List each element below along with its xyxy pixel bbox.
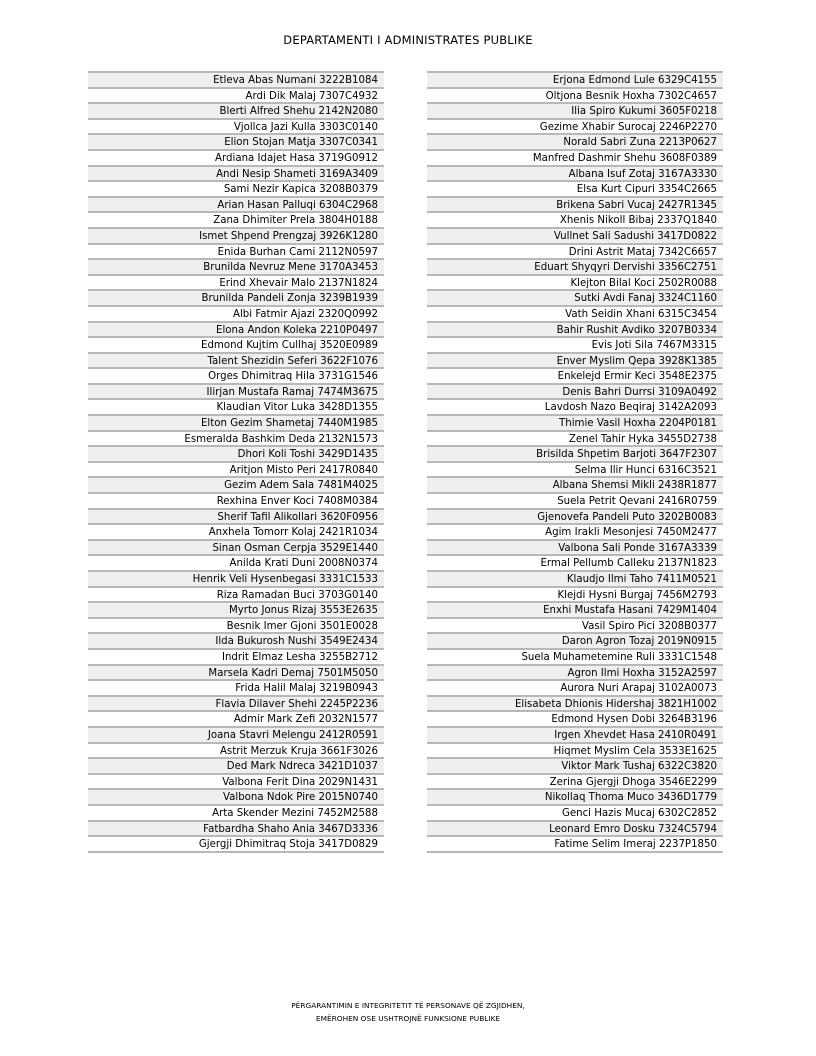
list-item: Fatime Selim Imeraj 2237P1850: [427, 837, 723, 853]
list-item: Erjona Edmond Lule 6329C4155: [427, 73, 723, 89]
list-item: Bahir Rushit Avdiko 3207B0334: [427, 323, 723, 339]
list-item: Evis Joti Sila 7467M3315: [427, 338, 723, 354]
list-item: Andi Nesip Shameti 3169A3409: [88, 167, 384, 183]
list-item: Erind Xhevair Malo 2137N1824: [88, 276, 384, 292]
footer-line-2: EMËROHEN OSE USHTROJNË FUNKSIONE PUBLIKE: [315, 1014, 501, 1023]
list-item: Marsela Kadri Demaj 7501M5050: [88, 666, 384, 682]
list-item: Ermal Pellumb Calleku 2137N1823: [427, 556, 723, 572]
list-item: Arian Hasan Palluqi 6304C2968: [88, 198, 384, 214]
list-item: Orges Dhimitraq Hila 3731G1546: [88, 369, 384, 385]
list-item: Edmond Hysen Dobi 3264B3196: [427, 712, 723, 728]
list-item: Aurora Nuri Arapaj 3102A0073: [427, 681, 723, 697]
list-item: Albana Isuf Zotaj 3167A3330: [427, 167, 723, 183]
list-item: Anilda Krati Duni 2008N0374: [88, 556, 384, 572]
list-item: Gjenovefa Pandeli Puto 3202B0083: [427, 510, 723, 526]
list-item: Denis Bahri Durrsi 3109A0492: [427, 385, 723, 401]
list-item: Genci Hazis Mucaj 6302C2852: [427, 806, 723, 822]
list-item: Nikollaq Thoma Muco 3436D1779: [427, 790, 723, 806]
list-item: Valbona Sali Ponde 3167A3339: [427, 541, 723, 557]
list-item: Selma Ilir Hunci 6316C3521: [427, 463, 723, 479]
list-item: Talent Shezidin Seferi 3622F1076: [88, 354, 384, 370]
list-item: Eduart Shyqyri Dervishi 3356C2751: [427, 260, 723, 276]
list-item: Hiqmet Myslim Cela 3533E1625: [427, 744, 723, 760]
list-item: Valbona Ndok Pire 2015N0740: [88, 790, 384, 806]
list-item: Indrit Elmaz Lesha 3255B2712: [88, 650, 384, 666]
list-item: Joana Stavri Melengu 2412R0591: [88, 728, 384, 744]
list-item: Ilda Bukurosh Nushi 3549E2434: [88, 634, 384, 650]
list-item: Zerina Gjergji Dhoga 3546E2299: [427, 775, 723, 791]
list-item: Dhori Koli Toshi 3429D1435: [88, 447, 384, 463]
list-item: Besnik Imer Gjoni 3501E0028: [88, 619, 384, 635]
list-item: Elsa Kurt Cipuri 3354C2665: [427, 182, 723, 198]
list-item: Irgen Xhevdet Hasa 2410R0491: [427, 728, 723, 744]
list-item: Henrik Veli Hysenbegasi 3331C1533: [88, 572, 384, 588]
list-item: Myrto Jonus Rizaj 3553E2635: [88, 603, 384, 619]
list-item: Zenel Tahir Hyka 3455D2738: [427, 432, 723, 448]
list-item: Klejdi Hysni Burgaj 7456M2793: [427, 588, 723, 604]
list-item: Ded Mark Ndreca 3421D1037: [88, 759, 384, 775]
list-item: Brikena Sabri Vucaj 2427R1345: [427, 198, 723, 214]
list-item: Enkelejd Ermir Keci 3548E2375: [427, 369, 723, 385]
list-item: Klaudian Vitor Luka 3428D1355: [88, 400, 384, 416]
list-item: Sutki Avdi Fanaj 3324C1160: [427, 291, 723, 307]
list-item: Zana Dhimiter Prela 3804H0188: [88, 213, 384, 229]
footer-line-1: PËRGARANTIMIN E INTEGRITETIT TË PERSONAVE QË ZGJIDHEN,: [291, 1001, 525, 1010]
right-name-column: [427, 71, 723, 853]
list-item: Flavia Dilaver Shehi 2245P2236: [88, 697, 384, 713]
list-item: Manfred Dashmir Shehu 3608F0389: [427, 151, 723, 167]
list-item: Brisilda Shpetim Barjoti 3647F2307: [427, 447, 723, 463]
list-item: Oltjona Besnik Hoxha 7302C4657: [427, 89, 723, 105]
list-item: Admir Mark Zefi 2032N1577: [88, 712, 384, 728]
list-item: Enxhi Mustafa Hasani 7429M1404: [427, 603, 723, 619]
list-item: Xhenis Nikoll Bibaj 2337Q1840: [427, 213, 723, 229]
list-item: Brunilda Pandeli Zonja 3239B1939: [88, 291, 384, 307]
page-footer: [0, 999, 816, 1025]
list-item: Klaudjo Ilmi Taho 7411M0521: [427, 572, 723, 588]
list-item: Frida Halil Malaj 3219B0943: [88, 681, 384, 697]
list-item: Daron Agron Tozaj 2019N0915: [427, 634, 723, 650]
list-item: Vullnet Sali Sadushi 3417D0822: [427, 229, 723, 245]
list-item: Elton Gezim Shametaj 7440M1985: [88, 416, 384, 432]
list-item: Sherif Tafil Alikollari 3620F0956: [88, 510, 384, 526]
list-item: Ismet Shpend Prengzaj 3926K1280: [88, 229, 384, 245]
list-item: Enida Burhan Cami 2112N0597: [88, 245, 384, 261]
list-item: Ilia Spiro Kukumi 3605F0218: [427, 104, 723, 120]
list-item: Suela Muhametemine Ruli 3331C1548: [427, 650, 723, 666]
list-item: Enver Myslim Qepa 3928K1385: [427, 354, 723, 370]
list-item: Valbona Ferit Dina 2029N1431: [88, 775, 384, 791]
list-item: Astrit Merzuk Kruja 3661F3026: [88, 744, 384, 760]
list-item: Fatbardha Shaho Ania 3467D3336: [88, 822, 384, 838]
list-item: Ilirjan Mustafa Ramaj 7474M3675: [88, 385, 384, 401]
list-item: Viktor Mark Tushaj 6322C3820: [427, 759, 723, 775]
list-item: Elion Stojan Matja 3307C0341: [88, 135, 384, 151]
list-item: Vjollca Jazi Kulla 3303C0140: [88, 120, 384, 136]
list-item: Suela Petrit Qevani 2416R0759: [427, 494, 723, 510]
list-item: Albana Shemsi Mikli 2438R1877: [427, 478, 723, 494]
list-item: Arta Skender Mezini 7452M2588: [88, 806, 384, 822]
list-item: Vasil Spiro Pici 3208B0377: [427, 619, 723, 635]
list-item: Brunilda Nevruz Mene 3170A3453: [88, 260, 384, 276]
list-item: Lavdosh Nazo Beqiraj 3142A2093: [427, 400, 723, 416]
page-title: DEPARTAMENTI I ADMINISTRATES PUBLIKE: [283, 33, 533, 47]
list-item: Elisabeta Dhionis Hidershaj 3821H1002: [427, 697, 723, 713]
left-name-column: [88, 71, 384, 853]
list-item: Sami Nezir Kapica 3208B0379: [88, 182, 384, 198]
list-item: Elona Andon Koleka 2210P0497: [88, 323, 384, 339]
list-item: Thimie Vasil Hoxha 2204P0181: [427, 416, 723, 432]
list-item: Riza Ramadan Buci 3703G0140: [88, 588, 384, 604]
list-item: Ardiana Idajet Hasa 3719G0912: [88, 151, 384, 167]
list-item: Gezime Xhabir Surocaj 2246P2270: [427, 120, 723, 136]
list-item: Edmond Kujtim Cullhaj 3520E0989: [88, 338, 384, 354]
list-item: Drini Astrit Mataj 7342C6657: [427, 245, 723, 261]
list-item: Aritjon Misto Peri 2417R0840: [88, 463, 384, 479]
list-item: Anxhela Tomorr Kolaj 2421R1034: [88, 525, 384, 541]
list-item: Agim Irakli Mesonjesi 7450M2477: [427, 525, 723, 541]
list-item: Albi Fatmir Ajazi 2320Q0992: [88, 307, 384, 323]
list-item: Gjergji Dhimitraq Stoja 3417D0829: [88, 837, 384, 853]
list-item: Vath Seidin Xhani 6315C3454: [427, 307, 723, 323]
list-item: Agron Ilmi Hoxha 3152A2597: [427, 666, 723, 682]
list-item: Esmeralda Bashkim Deda 2132N1573: [88, 432, 384, 448]
list-item: Rexhina Enver Koci 7408M0384: [88, 494, 384, 510]
list-item: Leonard Emro Dosku 7324C5794: [427, 822, 723, 838]
list-item: Norald Sabri Zuna 2213P0627: [427, 135, 723, 151]
list-item: Sinan Osman Cerpja 3529E1440: [88, 541, 384, 557]
list-item: Klejton Bilal Koci 2502R0088: [427, 276, 723, 292]
list-item: Etleva Abas Numani 3222B1084: [88, 73, 384, 89]
list-item: Gezim Adem Sala 7481M4025: [88, 478, 384, 494]
list-item: Blerti Alfred Shehu 2142N2080: [88, 104, 384, 120]
list-item: Ardi Dik Malaj 7307C4932: [88, 89, 384, 105]
